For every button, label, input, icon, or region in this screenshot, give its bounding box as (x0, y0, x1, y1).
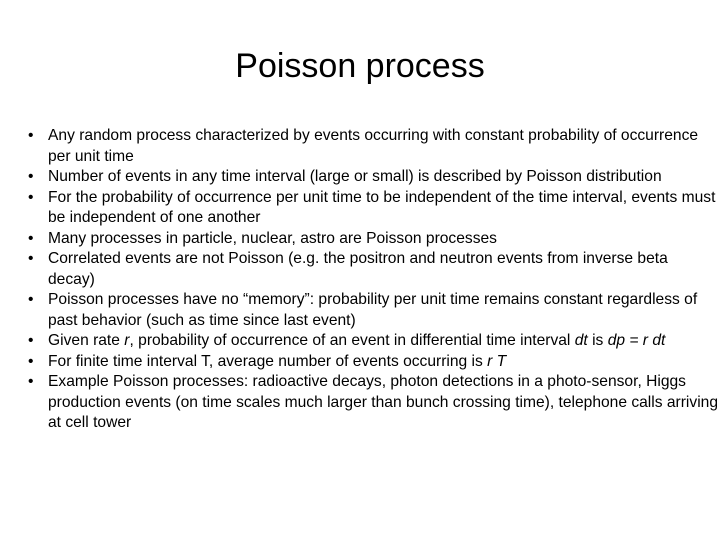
bullet-item (28, 372, 718, 434)
bullet-item (28, 126, 718, 167)
text-run: For finite time interval T, average number of events occurring is (48, 352, 488, 370)
bullet-marker: • (28, 352, 34, 370)
text-run: Given rate (48, 332, 125, 349)
text-run: Poisson processes have no “memory”: probability per unit time remains constant regardless of past behavior (such as time since last event) (48, 291, 698, 329)
bullet-item (28, 188, 718, 229)
bullet-text (48, 127, 698, 165)
italic-run: dt (574, 332, 588, 349)
italic-run: r T (487, 352, 507, 370)
bullet-marker: • (28, 229, 34, 247)
bullet-marker: • (28, 250, 34, 267)
bullet-marker: • (28, 188, 34, 206)
bullet-item (28, 249, 718, 290)
bullet-marker: • (28, 168, 34, 185)
bullet-list (28, 126, 718, 434)
bullet-marker: • (28, 373, 34, 390)
text-run: Number of events in any time interval (large or small) is described by Poisson distribution (48, 168, 662, 185)
bullet-text (48, 353, 506, 370)
text-run: Example Poisson processes: radioactive decays, photon detections in a photo-sensor, Higgs production events (on time scales much larger than bunch crossing time), telephone calls arriving at cell tower (48, 373, 718, 431)
text-run: Correlated events are not Poisson (e.g. the positron and neutron events from inverse beta decay) (48, 250, 668, 288)
bullet-text (48, 373, 718, 431)
slide-title: Poisson process (235, 47, 485, 85)
text-run: , probability of occurrence of an event in differential time interval (129, 332, 575, 349)
bullet-text (48, 332, 665, 349)
bullet-item (28, 167, 718, 188)
bullet-text (48, 250, 668, 288)
bullet-text (48, 189, 715, 227)
bullet-marker: • (28, 332, 34, 349)
bullet-item (28, 331, 718, 352)
text-run: Many processes in particle, nuclear, astro are Poisson processes (48, 229, 497, 247)
text-run: is (587, 332, 608, 349)
bullet-marker: • (28, 127, 34, 144)
bullet-text (48, 291, 697, 329)
bullet-item (28, 229, 718, 250)
italic-run: r (124, 332, 130, 349)
bullet-marker: • (28, 291, 34, 308)
bullet-text (48, 230, 497, 247)
text-run: Any random process characterized by events occurring with constant probability of occurrence per unit time (48, 127, 699, 165)
bullet-item (28, 290, 718, 331)
bullet-text (48, 168, 662, 185)
italic-run: dp = r dt (607, 332, 666, 349)
bullet-item (28, 352, 718, 373)
text-run: For the probability of occurrence per unit time to be independent of the time interval, events must be independent of one another (48, 188, 716, 226)
